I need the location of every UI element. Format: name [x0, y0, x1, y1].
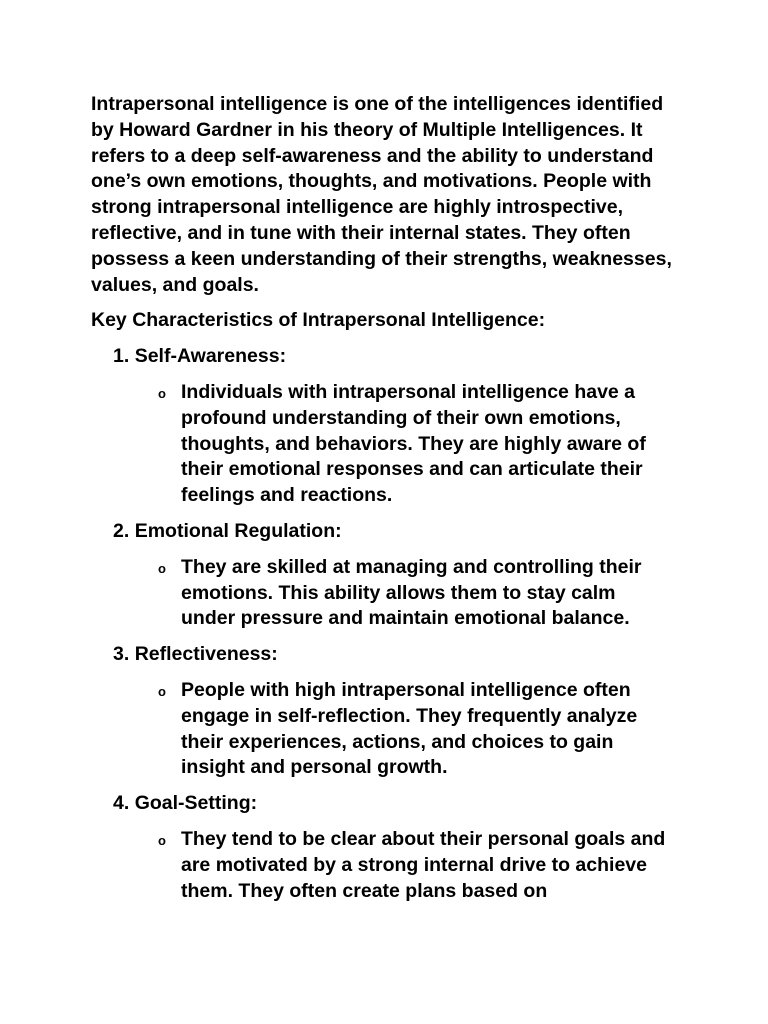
sub-bullet [158, 827, 667, 904]
bullet-marker: o [158, 385, 166, 401]
item-detail: People with high intrapersonal intelligence often engage in self-reflection. They frequently analyze their experiences, actions, and choices to gain insight and personal growth. [181, 678, 638, 779]
sub-bullet [158, 678, 667, 781]
item-title-text: Goal-Setting: [134, 792, 258, 815]
item-detail: They tend to be clear about their personal goals and are motivated by a strong internal drive to achieve them. They often create plans based on [181, 827, 666, 902]
list-item [91, 642, 675, 781]
intro-paragraph: Intrapersonal intelligence is one of the intelligences identified by Howard Gardner in his theory of Multiple Intelligences. It refers to a deep self-awareness and the ability to understand one’s own emotions, thoughts, and motivations. People with strong intrapersonal intelligence are highly introspective, reflective, and in tune with their internal states. They often possess a keen understanding of their strengths, weaknesses, values, and goals. [91, 93, 672, 296]
list-item [91, 791, 675, 904]
item-title [113, 519, 675, 545]
item-title-text: Emotional Regulation: [134, 519, 342, 542]
bullet-marker: o [158, 832, 166, 848]
item-title [113, 791, 675, 817]
item-detail: They are skilled at managing and controlling their emotions. This ability allows them to stay calm under pressure and maintain emotional balance. [181, 555, 642, 630]
list-item [91, 344, 675, 509]
sub-bullet [158, 555, 667, 632]
item-number: 1. [113, 345, 130, 368]
characteristics-list [91, 344, 675, 904]
item-number: 3. [113, 643, 130, 666]
bullet-marker: o [158, 560, 166, 576]
item-title-text: Self-Awareness: [134, 345, 287, 368]
item-number: 2. [113, 519, 130, 542]
item-title [113, 344, 675, 370]
item-title [113, 642, 675, 668]
section-heading: Key Characteristics of Intrapersonal Intelligence: [91, 309, 546, 332]
item-detail: Individuals with intrapersonal intelligence have a profound understanding of their own emotions, thoughts, and behaviors. They are highly aware of their emotional responses and can articulate their feelings and reactions. [181, 380, 646, 507]
bullet-marker: o [158, 683, 166, 699]
list-item [91, 519, 675, 632]
item-number: 4. [113, 792, 130, 815]
document-body [91, 92, 675, 914]
sub-bullet [158, 380, 667, 509]
item-title-text: Reflectiveness: [134, 643, 278, 666]
